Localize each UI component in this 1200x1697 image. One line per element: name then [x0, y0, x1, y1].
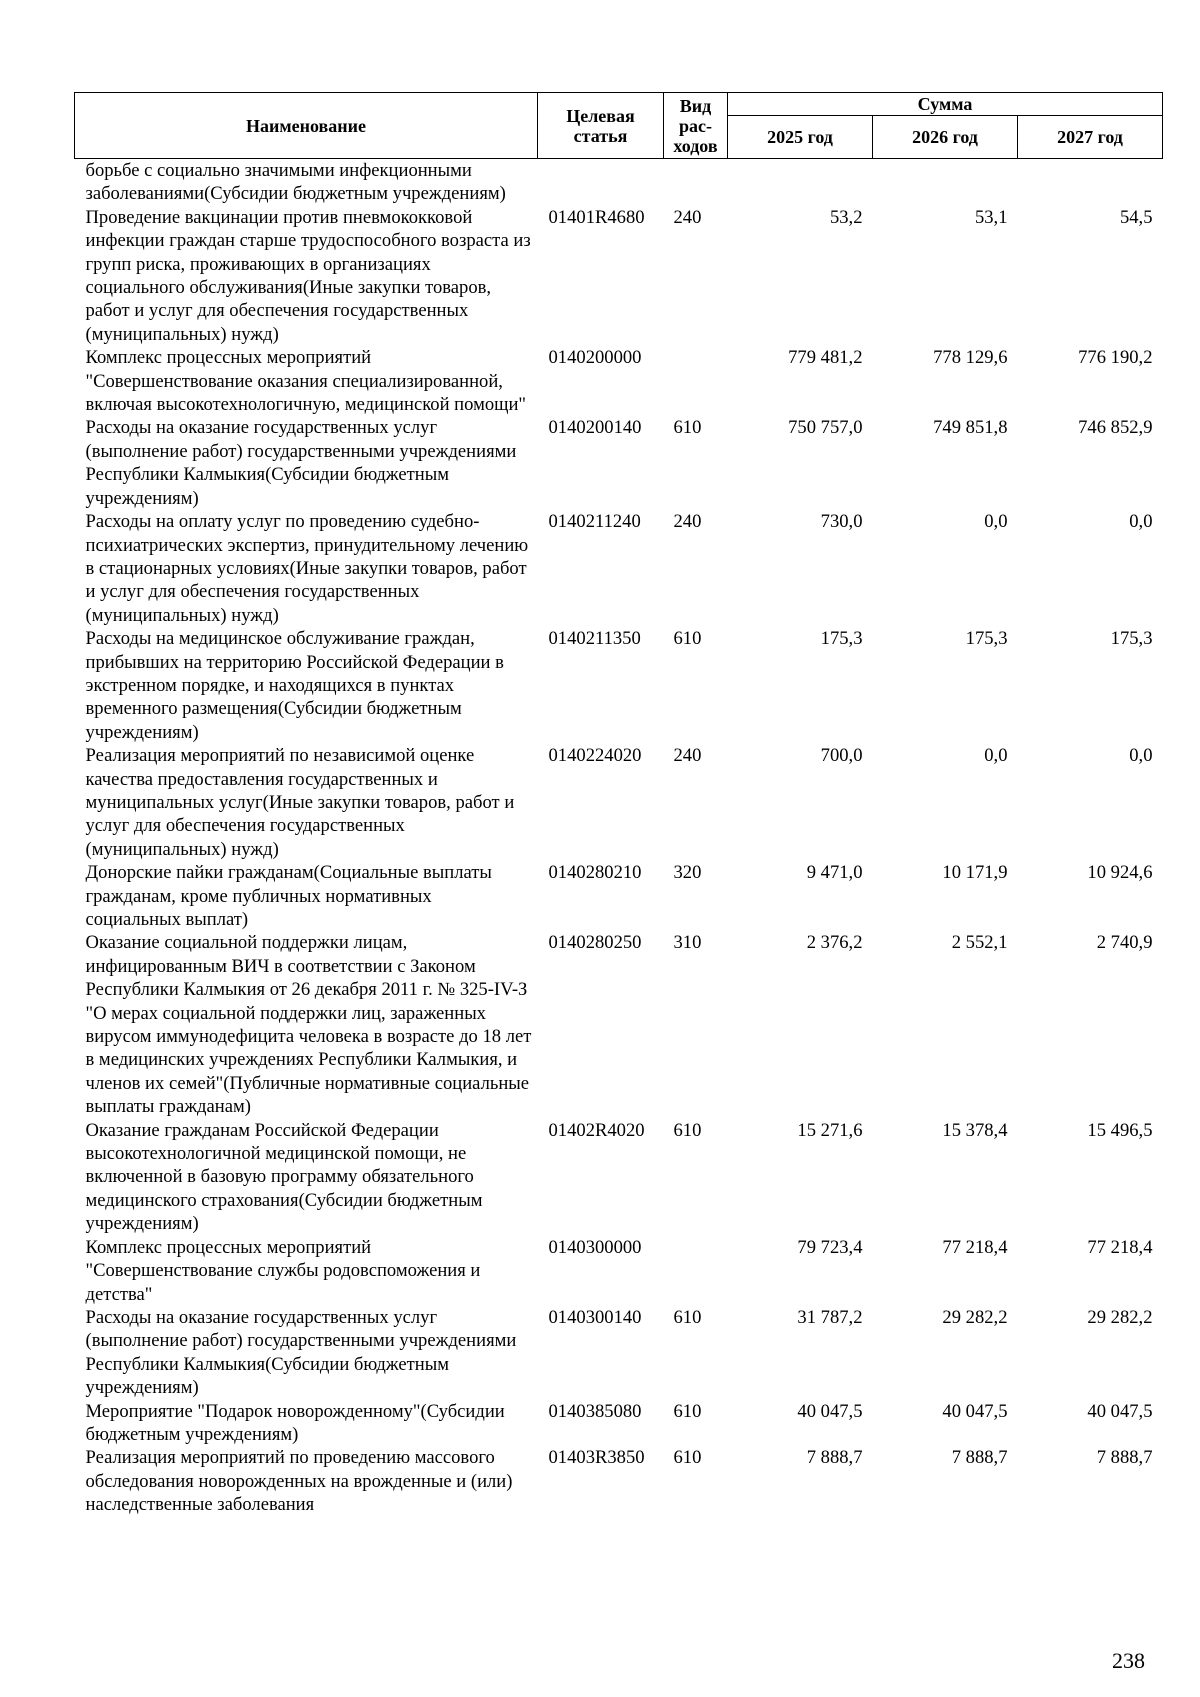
header-year-2027: 2027 год	[1018, 116, 1163, 159]
header-name: Наименование	[75, 93, 538, 159]
row-amount-2025: 700,0	[820, 745, 863, 767]
row-amount-2026: 53,1	[974, 206, 1008, 228]
row-amount-2026: 175,3	[965, 628, 1008, 650]
row-amount-2025: 175,3	[820, 628, 863, 650]
row-name: Донорские пайки гражданам(Социальные выплаты гражданам, кроме публичных нормативных социальных выплат)	[85, 862, 492, 930]
budget-table	[74, 92, 1163, 1517]
row-code: 0140200000	[548, 347, 642, 369]
row-code: 0140224020	[548, 745, 642, 767]
row-amount-2027: 175,3	[1110, 628, 1153, 650]
row-amount-2026: 7 888,7	[951, 1447, 1008, 1469]
row-name: Расходы на оказание государственных услуг (выполнение работ) государственными учреждениями Республики Калмыкия(Субсидии бюджетным учреждениям)	[85, 1306, 517, 1399]
row-amount-2025: 15 271,6	[797, 1119, 863, 1141]
row-amount-2025: 53,2	[829, 206, 863, 228]
row-expense-type	[664, 159, 728, 206]
row-amount-2025: 31 787,2	[797, 1306, 863, 1328]
row-expense-type: 610	[673, 1306, 702, 1328]
row-amount-2026: 10 171,9	[942, 862, 1008, 884]
row-code: 0140300000	[548, 1236, 642, 1258]
row-amount-2025: 779 481,2	[788, 347, 863, 369]
header-year-2025: 2025 год	[728, 116, 873, 159]
row-expense-type: 610	[673, 1400, 702, 1422]
row-amount-2026: 2 552,1	[951, 932, 1008, 954]
header-code: Целевая статья	[538, 93, 664, 159]
row-amount-2026: 40 047,5	[942, 1400, 1008, 1422]
row-code: 01402R4020	[548, 1119, 645, 1141]
row-name: Расходы на оказание государственных услуг (выполнение работ) государственными учреждениями Республики Калмыкия(Субсидии бюджетным учреждениям)	[85, 417, 517, 509]
row-amount-2027: 2 740,9	[1096, 932, 1153, 954]
row-expense-type: 310	[673, 932, 702, 954]
row-expense-type: 610	[673, 628, 702, 650]
row-name: Расходы на оплату услуг по проведению судебно-психиатрических экспертиз, принудительному лечению в стационарных условиях(Иные закупки товаров, работ и услуг для обеспечения государственных (муниципальных) нужд)	[85, 511, 529, 626]
row-amount-2025: 9 471,0	[806, 862, 863, 884]
header-sum: Сумма	[728, 93, 1163, 116]
table-row	[75, 627, 1163, 744]
table-row	[75, 346, 1163, 416]
table-row	[75, 931, 1163, 1118]
table-row	[75, 206, 1163, 346]
row-amount-2027: 10 924,6	[1087, 862, 1153, 884]
row-name: борьбе с социально значимыми инфекционными заболеваниями(Субсидии бюджетным учреждениям)	[85, 160, 506, 205]
table-header	[75, 93, 1163, 159]
row-name: Комплекс процессных мероприятий "Совершенствование службы родовспоможения и детства"	[85, 1236, 481, 1305]
row-amount-2026: 0,0	[984, 745, 1008, 767]
row-amount-2027: 7 888,7	[1096, 1447, 1153, 1469]
row-name: Расходы на медицинское обслуживание граждан, прибывших на территорию Российской Федерации в экстренном порядке, и находящихся в пунктах временного размещения(Субсидии бюджетным учреждениям)	[85, 628, 504, 743]
table-row	[75, 510, 1163, 627]
row-expense-type: 240	[673, 745, 702, 767]
row-code: 0140211240	[548, 511, 641, 533]
row-amount-2026: 0,0	[984, 511, 1008, 533]
table-row	[75, 1306, 1163, 1400]
row-amount-2027: 77 218,4	[1087, 1236, 1153, 1258]
row-amount-2027: 15 496,5	[1087, 1119, 1153, 1141]
header-type: Вид рас-ходов	[664, 93, 728, 159]
row-amount-2027: 746 852,9	[1078, 417, 1153, 439]
row-amount-2026: 15 378,4	[942, 1119, 1008, 1141]
row-amount-2026: 29 282,2	[942, 1306, 1008, 1328]
row-name: Оказание социальной поддержки лицам, инфицированным ВИЧ в соответствии с Законом Республики Калмыкия от 26 декабря 2011 г. № 325-IV-З "О мерах социальной поддержки лиц, зараженных вирусом иммунодефицита человека в возрасте до 18 лет в медицинских учреждениях Республики Калмыкия, и членов их семей"(Публичные нормативные социальные выплаты гражданам)	[85, 932, 532, 1118]
row-amount-2027: 29 282,2	[1087, 1306, 1153, 1328]
row-code: 0140211350	[548, 628, 641, 650]
row-name: Реализация мероприятий по проведению массового обследования новорожденных на врожденные и (или) наследственные заболевания	[85, 1447, 513, 1516]
row-name: Мероприятие "Подарок новорожденному"(Субсидии бюджетным учреждениям)	[85, 1400, 505, 1445]
row-code	[538, 159, 664, 206]
row-amount-2025: 40 047,5	[797, 1400, 863, 1422]
row-name: Оказание гражданам Российской Федерации высокотехнологичной медицинской помощи, не включенной в базовую программу обязательного медицинского страхования(Субсидии бюджетным учреждениям)	[85, 1119, 483, 1235]
row-amount-2027: 776 190,2	[1078, 347, 1153, 369]
table-row	[75, 1236, 1163, 1306]
table-row	[75, 744, 1163, 861]
row-amount-2025: 2 376,2	[806, 932, 863, 954]
row-name: Комплекс процессных мероприятий "Совершенствование оказания специализированной, включая высокотехнологичную, медицинской помощи"	[85, 347, 527, 416]
row-amount-2025	[728, 159, 873, 206]
row-expense-type: 240	[673, 206, 702, 228]
row-amount-2025: 730,0	[820, 511, 863, 533]
row-code: 0140280250	[548, 932, 642, 954]
row-code: 0140300140	[548, 1306, 642, 1328]
row-amount-2026: 77 218,4	[942, 1236, 1008, 1258]
row-amount-2027	[1018, 159, 1163, 206]
row-amount-2025: 750 757,0	[788, 417, 863, 439]
table-row	[75, 861, 1163, 931]
row-amount-2026: 778 129,6	[933, 347, 1008, 369]
row-amount-2025: 79 723,4	[797, 1236, 863, 1258]
row-amount-2025: 7 888,7	[806, 1447, 863, 1469]
row-amount-2027: 0,0	[1129, 511, 1153, 533]
row-amount-2027: 54,5	[1119, 206, 1153, 228]
row-amount-2026: 749 851,8	[933, 417, 1008, 439]
row-expense-type: 320	[673, 862, 702, 884]
row-amount-2026	[873, 159, 1018, 206]
row-code: 0140385080	[548, 1400, 642, 1422]
table-row	[75, 1446, 1163, 1516]
row-code: 0140280210	[548, 862, 642, 884]
row-expense-type: 610	[673, 417, 702, 439]
table-body	[75, 159, 1163, 1517]
row-expense-type	[664, 346, 728, 416]
row-code: 01403R3850	[548, 1447, 645, 1469]
row-amount-2027: 40 047,5	[1087, 1400, 1153, 1422]
row-expense-type: 610	[673, 1119, 702, 1141]
table-row	[75, 1400, 1163, 1447]
table-row	[75, 159, 1163, 206]
table-row	[75, 416, 1163, 510]
row-amount-2027: 0,0	[1129, 745, 1153, 767]
page-number: 238	[1112, 1648, 1145, 1673]
header-year-2026: 2026 год	[873, 116, 1018, 159]
table-row	[75, 1119, 1163, 1236]
row-name: Реализация мероприятий по независимой оценке качества предоставления государственных и муниципальных услуг(Иные закупки товаров, работ и услуг для обеспечения государственных (муниципальных) нужд)	[85, 745, 515, 860]
row-expense-type	[664, 1236, 728, 1306]
row-expense-type: 240	[673, 511, 702, 533]
row-name: Проведение вакцинации против пневмококковой инфекции граждан старше трудоспособного возраста из групп риска, проживающих в организациях социального обслуживания(Иные закупки товаров, работ и услуг для обеспечения государственных (муниципальных) нужд)	[85, 206, 531, 345]
row-code: 0140200140	[548, 417, 642, 439]
row-expense-type: 610	[673, 1447, 702, 1469]
row-code: 01401R4680	[548, 206, 645, 228]
